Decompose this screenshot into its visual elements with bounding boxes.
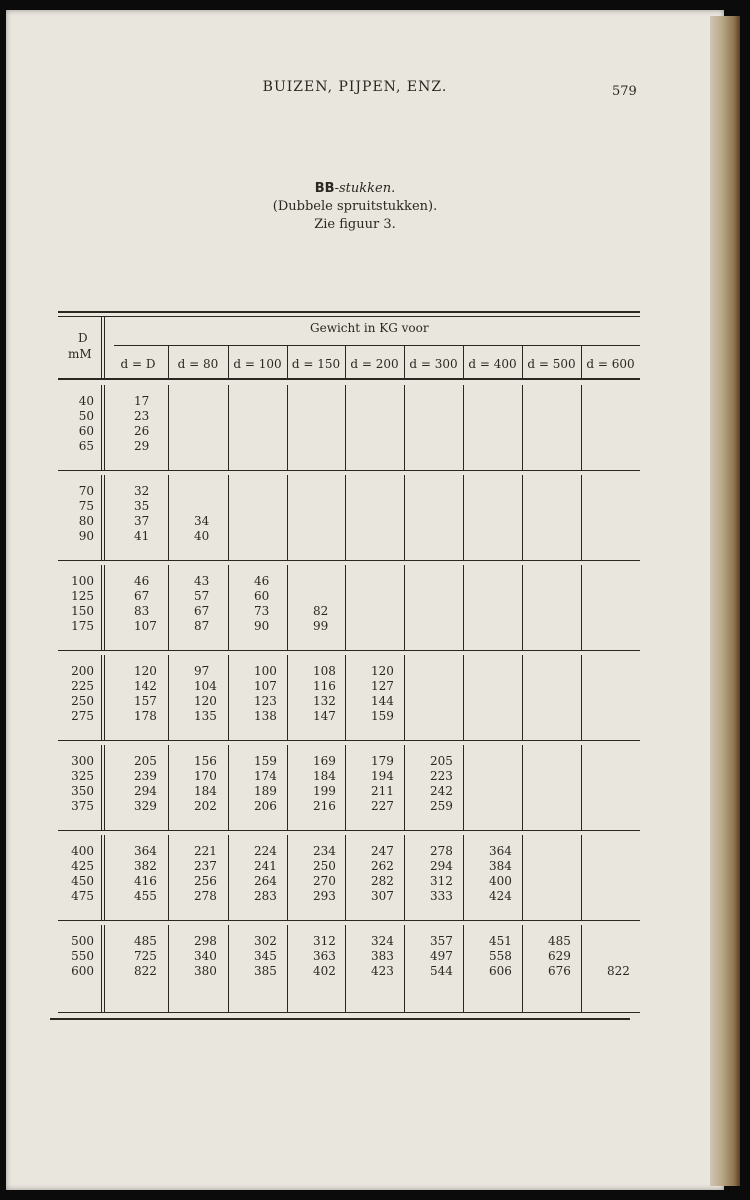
column-divider <box>522 385 523 470</box>
column-divider <box>168 745 169 830</box>
column-divider <box>404 925 405 1012</box>
row-D-value: 150 <box>71 604 94 618</box>
header-column-divider <box>345 346 346 378</box>
table-cell: 340 <box>194 949 217 963</box>
table-cell: 67 <box>134 589 150 603</box>
column-header: d = D <box>120 357 156 371</box>
table-cell: 293 <box>313 889 336 903</box>
group-bottom-rule <box>58 920 640 921</box>
table-cell: 107 <box>134 619 157 633</box>
column-divider <box>228 565 229 650</box>
table-cell: 221 <box>194 844 217 858</box>
column-divider <box>168 925 169 1012</box>
column-divider <box>581 565 582 650</box>
table-cell: 558 <box>489 949 512 963</box>
table-cell: 423 <box>371 964 394 978</box>
table-cell: 822 <box>134 964 157 978</box>
table-cell: 544 <box>430 964 453 978</box>
table-cell: 363 <box>313 949 336 963</box>
table-cell: 17 <box>134 394 150 408</box>
column-divider <box>168 655 169 740</box>
title-italic: -stukken. <box>334 181 396 196</box>
table-cell: 199 <box>313 784 336 798</box>
table-cell: 73 <box>254 604 270 618</box>
column-divider <box>581 925 582 1012</box>
table-cell: 384 <box>489 859 512 873</box>
header-D: D <box>78 331 88 345</box>
table-cell: 120 <box>371 664 394 678</box>
table-cell: 202 <box>194 799 217 813</box>
table-cell: 455 <box>134 889 157 903</box>
header-column-divider <box>581 346 582 378</box>
table-cell: 282 <box>371 874 394 888</box>
table-cell: 333 <box>430 889 453 903</box>
table-cell: 676 <box>548 964 571 978</box>
table-cell: 227 <box>371 799 394 813</box>
table-cell: 256 <box>194 874 217 888</box>
table-cell: 189 <box>254 784 277 798</box>
table-cell: 241 <box>254 859 277 873</box>
row-D-value: 350 <box>71 784 94 798</box>
column-divider <box>404 655 405 740</box>
table-cell: 97 <box>194 664 210 678</box>
table-cell: 132 <box>313 694 336 708</box>
column-divider <box>228 835 229 920</box>
group-bottom-rule <box>58 650 640 651</box>
column-divider <box>463 925 464 1012</box>
page-number: 579 <box>612 84 637 99</box>
row-D-value: 90 <box>78 529 94 543</box>
table-cell: 385 <box>254 964 277 978</box>
row-D-value: 400 <box>71 844 94 858</box>
table-cell: 324 <box>371 934 394 948</box>
title-line-3: Zie figuur 3. <box>314 217 396 232</box>
table-cell: 606 <box>489 964 512 978</box>
table-top-rule <box>58 311 640 313</box>
table-cell: 312 <box>313 934 336 948</box>
table-cell: 312 <box>430 874 453 888</box>
header-double-line <box>104 316 105 378</box>
table-cell: 159 <box>371 709 394 723</box>
column-divider <box>581 655 582 740</box>
row-D-value: 300 <box>71 754 94 768</box>
table-cell: 725 <box>134 949 157 963</box>
table-cell: 108 <box>313 664 336 678</box>
table-cell: 485 <box>134 934 157 948</box>
table-cell: 159 <box>254 754 277 768</box>
header-group: Gewicht in KG voor <box>310 321 429 335</box>
group-bottom-rule <box>58 470 640 471</box>
column-divider <box>287 475 288 560</box>
column-divider <box>228 925 229 1012</box>
table-cell: 345 <box>254 949 277 963</box>
column-divider <box>345 655 346 740</box>
table-cell: 822 <box>607 964 630 978</box>
table-cell: 247 <box>371 844 394 858</box>
table-cell: 278 <box>194 889 217 903</box>
table-cell: 364 <box>489 844 512 858</box>
table-cell: 194 <box>371 769 394 783</box>
title-bold: BB <box>314 181 335 196</box>
table-cell: 87 <box>194 619 210 633</box>
table-cell: 123 <box>254 694 277 708</box>
group-bottom-rule <box>58 560 640 561</box>
table-cell: 402 <box>313 964 336 978</box>
column-divider <box>463 385 464 470</box>
header-group-underline <box>114 345 640 346</box>
table-cell: 211 <box>371 784 394 798</box>
table-bottom-rule <box>50 1018 630 1020</box>
column-divider <box>581 745 582 830</box>
table-cell: 144 <box>371 694 394 708</box>
table-cell: 205 <box>430 754 453 768</box>
row-D-value: 475 <box>71 889 94 903</box>
table-cell: 29 <box>134 439 150 453</box>
table-cell: 383 <box>371 949 394 963</box>
table-cell: 329 <box>134 799 157 813</box>
column-header: d = 300 <box>409 357 458 371</box>
table-cell: 116 <box>313 679 336 693</box>
table-cell: 270 <box>313 874 336 888</box>
column-divider <box>345 385 346 470</box>
column-header: d = 400 <box>468 357 517 371</box>
table-cell: 298 <box>194 934 217 948</box>
column-divider <box>463 475 464 560</box>
table-cell: 307 <box>371 889 394 903</box>
column-divider <box>287 565 288 650</box>
header-bottom-rule <box>58 378 640 380</box>
header-double-line <box>101 316 102 378</box>
table-cell: 43 <box>194 574 210 588</box>
page-edge <box>710 16 740 1186</box>
header-column-divider <box>404 346 405 378</box>
row-D-value: 250 <box>71 694 94 708</box>
table-cell: 34 <box>194 514 210 528</box>
row-D-value: 425 <box>71 859 94 873</box>
column-divider <box>345 835 346 920</box>
table-cell: 37 <box>134 514 150 528</box>
table-cell: 424 <box>489 889 512 903</box>
column-divider <box>404 835 405 920</box>
group-divider-double <box>104 925 105 1012</box>
table-cell: 302 <box>254 934 277 948</box>
table-cell: 250 <box>313 859 336 873</box>
group-divider-double <box>104 385 105 470</box>
title-line-2: (Dubbele spruitstukken). <box>272 199 438 214</box>
table-cell: 364 <box>134 844 157 858</box>
table-cell: 237 <box>194 859 217 873</box>
table-cell: 170 <box>194 769 217 783</box>
row-D-value: 80 <box>78 514 94 528</box>
header-column-divider <box>228 346 229 378</box>
row-D-value: 75 <box>78 499 94 513</box>
group-divider-double <box>101 565 102 650</box>
column-divider <box>404 475 405 560</box>
table-cell: 60 <box>254 589 270 603</box>
column-divider <box>581 835 582 920</box>
running-head: BUIZEN, PIJPEN, ENZ. <box>262 79 448 95</box>
table-cell: 184 <box>194 784 217 798</box>
table-cell: 216 <box>313 799 336 813</box>
table-cell: 294 <box>134 784 157 798</box>
table-cell: 169 <box>313 754 336 768</box>
table-cell: 138 <box>254 709 277 723</box>
row-D-value: 225 <box>71 679 94 693</box>
table-cell: 35 <box>134 499 150 513</box>
column-divider <box>463 835 464 920</box>
table-cell: 485 <box>548 934 571 948</box>
table-cell: 57 <box>194 589 210 603</box>
row-D-value: 40 <box>78 394 94 408</box>
table-cell: 283 <box>254 889 277 903</box>
table-cell: 224 <box>254 844 277 858</box>
column-divider <box>404 745 405 830</box>
table-cell: 178 <box>134 709 157 723</box>
table-cell: 41 <box>134 529 150 543</box>
column-divider <box>287 385 288 470</box>
header-column-divider <box>168 346 169 378</box>
column-divider <box>581 475 582 560</box>
table-cell: 156 <box>194 754 217 768</box>
row-D-value: 60 <box>78 424 94 438</box>
row-D-value: 70 <box>78 484 94 498</box>
row-D-value: 200 <box>71 664 94 678</box>
group-bottom-rule <box>58 830 640 831</box>
table-cell: 264 <box>254 874 277 888</box>
header-column-divider <box>522 346 523 378</box>
row-D-value: 600 <box>71 964 94 978</box>
table-cell: 107 <box>254 679 277 693</box>
table-cell: 147 <box>313 709 336 723</box>
column-header: d = 80 <box>177 357 219 371</box>
title-line-1 <box>0 180 710 198</box>
column-divider <box>228 475 229 560</box>
table-cell: 416 <box>134 874 157 888</box>
group-divider-double <box>104 835 105 920</box>
table-cell: 451 <box>489 934 512 948</box>
column-divider <box>287 925 288 1012</box>
column-divider <box>522 925 523 1012</box>
column-divider <box>581 385 582 470</box>
table-cell: 497 <box>430 949 453 963</box>
column-divider <box>168 475 169 560</box>
column-divider <box>522 565 523 650</box>
table-cell: 205 <box>134 754 157 768</box>
column-divider <box>404 385 405 470</box>
group-divider-double <box>104 475 105 560</box>
row-D-value: 100 <box>71 574 94 588</box>
table-title <box>0 180 710 234</box>
table-cell: 206 <box>254 799 277 813</box>
group-divider-double <box>101 385 102 470</box>
table-cell: 184 <box>313 769 336 783</box>
column-header: d = 100 <box>233 357 282 371</box>
table-cell: 127 <box>371 679 394 693</box>
table-cell: 40 <box>194 529 210 543</box>
header-column-divider <box>463 346 464 378</box>
table-top-rule-thin <box>58 316 640 317</box>
column-divider <box>522 475 523 560</box>
column-divider <box>228 655 229 740</box>
header-mM: mM <box>68 347 92 361</box>
table-cell: 142 <box>134 679 157 693</box>
column-divider <box>463 745 464 830</box>
column-divider <box>345 475 346 560</box>
column-divider <box>168 565 169 650</box>
table-cell: 120 <box>134 664 157 678</box>
column-divider <box>345 745 346 830</box>
table-cell: 278 <box>430 844 453 858</box>
group-divider-double <box>104 655 105 740</box>
table-cell: 262 <box>371 859 394 873</box>
table-cell: 357 <box>430 934 453 948</box>
group-divider-double <box>101 835 102 920</box>
table-cell: 179 <box>371 754 394 768</box>
table-cell: 380 <box>194 964 217 978</box>
table-cell: 400 <box>489 874 512 888</box>
table-cell: 83 <box>134 604 150 618</box>
column-divider <box>463 565 464 650</box>
column-divider <box>345 565 346 650</box>
group-divider-double <box>101 745 102 830</box>
column-divider <box>463 655 464 740</box>
table-cell: 223 <box>430 769 453 783</box>
table-cell: 99 <box>313 619 329 633</box>
table-cell: 382 <box>134 859 157 873</box>
header-column-divider <box>287 346 288 378</box>
column-divider <box>168 385 169 470</box>
row-D-value: 375 <box>71 799 94 813</box>
row-D-value: 550 <box>71 949 94 963</box>
table-cell: 629 <box>548 949 571 963</box>
table-cell: 294 <box>430 859 453 873</box>
table-cell: 67 <box>194 604 210 618</box>
table-cell: 174 <box>254 769 277 783</box>
table-cell: 239 <box>134 769 157 783</box>
column-divider <box>168 835 169 920</box>
row-D-value: 325 <box>71 769 94 783</box>
row-D-value: 65 <box>78 439 94 453</box>
column-divider <box>404 565 405 650</box>
table-cell: 32 <box>134 484 150 498</box>
row-D-value: 175 <box>71 619 94 633</box>
table-cell: 259 <box>430 799 453 813</box>
row-D-value: 50 <box>78 409 94 423</box>
table-cell: 26 <box>134 424 150 438</box>
column-divider <box>287 835 288 920</box>
table-cell: 23 <box>134 409 150 423</box>
column-divider <box>287 745 288 830</box>
table-cell: 46 <box>254 574 270 588</box>
column-header: d = 500 <box>527 357 576 371</box>
column-divider <box>228 745 229 830</box>
column-header: d = 600 <box>586 357 635 371</box>
group-bottom-rule <box>58 1012 640 1013</box>
row-D-value: 500 <box>71 934 94 948</box>
table-cell: 234 <box>313 844 336 858</box>
group-divider-double <box>104 745 105 830</box>
row-D-value: 450 <box>71 874 94 888</box>
column-header: d = 200 <box>350 357 399 371</box>
column-divider <box>522 745 523 830</box>
column-divider <box>228 385 229 470</box>
row-D-value: 125 <box>71 589 94 603</box>
table-cell: 90 <box>254 619 270 633</box>
group-bottom-rule <box>58 740 640 741</box>
row-D-value: 275 <box>71 709 94 723</box>
table-cell: 100 <box>254 664 277 678</box>
group-divider-double <box>101 475 102 560</box>
group-divider-double <box>104 565 105 650</box>
table-cell: 157 <box>134 694 157 708</box>
column-divider <box>522 655 523 740</box>
table-cell: 82 <box>313 604 329 618</box>
table-cell: 135 <box>194 709 217 723</box>
table-cell: 120 <box>194 694 217 708</box>
group-divider-double <box>101 925 102 1012</box>
column-header: d = 150 <box>291 357 341 371</box>
column-divider <box>522 835 523 920</box>
table-cell: 242 <box>430 784 453 798</box>
column-divider <box>287 655 288 740</box>
group-divider-double <box>101 655 102 740</box>
table-cell: 46 <box>134 574 150 588</box>
table-cell: 104 <box>194 679 217 693</box>
column-divider <box>345 925 346 1012</box>
